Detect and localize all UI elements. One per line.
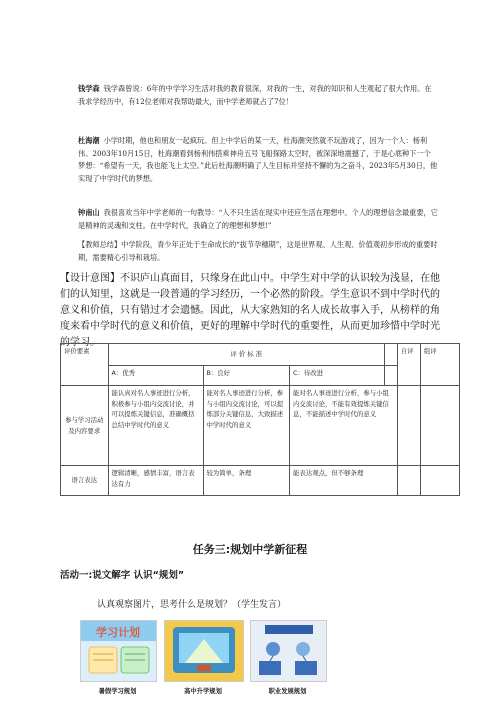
- row-element: 参与学习活动及内容要求: [61, 386, 109, 466]
- row-element: 语言表达: [61, 466, 109, 496]
- header-group: 组评: [420, 344, 459, 386]
- table-row: [61, 466, 460, 496]
- row-b: 较为简单，条理: [203, 466, 290, 496]
- evaluation-rubric-table: [60, 343, 460, 496]
- quote-name: 钟南山: [78, 208, 100, 217]
- quote-text: 小学时期，他也和朋友一起疯玩。但上中学后的某一天，杜海潮突然就不玩游戏了，因为一个人：杨利伟。2003年10月15日，杜海潮看到杨利伟搭乘神舟五号飞船探路太空时，被深深地震撼了，于是心底种下一个梦想：“希望有一天，我也能飞上太空。”此后杜海潮明确了人生目标并坚持不懈的为之奋斗，2023年5月30日，他实现了中学时代的梦想。: [78, 136, 438, 183]
- level-b: B：良好: [203, 366, 290, 386]
- image-caption: 高中升学规划: [184, 688, 222, 695]
- header-element: 评价要素: [61, 344, 109, 386]
- study-plan-poster-icon: [80, 620, 157, 682]
- svg-text:学习计划: 学习计划: [96, 626, 140, 639]
- row-c: 能对名人事迹进行分析，参与小组内交流讨论，不能有效提炼关键信息，不能描述中学时代的意义: [290, 386, 398, 466]
- design-intent: 【设计意图】不识庐山真面目，只缘身在此山中。中学生对中学的认识较为浅显，在他们的认知里，这就是一段普通的学习经历，一个必然的阶段。学生意识不到中学时代的意义和价值，只有错过才会遗憾。因此，从大家熟知的名人成长故事入手，从榜样的角度来看中学时代的意义和价值，更好的理解中学时代的重要性，从而更加珍惜中学时光的学习。: [60, 273, 440, 348]
- row-c: 能表达观点，但不够条理: [290, 466, 398, 496]
- level-a: A：优秀: [108, 366, 203, 386]
- row-b: 能对名人事迹进行分析，参与小组内交流讨论，可以提炼部分关键信息，大致描述中学时代的意义: [203, 386, 290, 466]
- image-caption: 暑假学习规划: [98, 688, 137, 695]
- table-row: [61, 386, 460, 466]
- quote-name: 钱学森: [78, 84, 100, 93]
- highschool-plan-poster-icon: [164, 620, 244, 682]
- image-caption: 职业发展规划: [268, 688, 307, 695]
- quote-zhong-nanshan: [78, 207, 438, 232]
- header-self: 自评: [397, 344, 420, 386]
- quote-qian-xuesen: [78, 83, 438, 108]
- quote-text: 我很喜欢当年中学老师的一句教导：“人不只生活在现实中还应生活在理想中。个人的理想信念最重要，它是精神的灵魂和支柱。在中学时代，我确立了的理想和梦想!”: [78, 208, 438, 230]
- career-plan-diagram-icon: [250, 620, 327, 682]
- row-a: 能认真对名人事迹进行分析，积极参与小组内交流讨论，并可以提炼关键信息，准确概括总结中学时代的意义: [108, 386, 203, 466]
- row-a: 逻辑清晰，感情丰富，语言表达有力: [108, 466, 203, 496]
- quote-text: 钱学森曾说：6年的中学学习生活对我的教育很深，对我的一生，对我的知识和人生观起了很大作用。在我求学经历中，有12位老师对我帮助最大，而中学老师就占了7位！: [78, 84, 432, 106]
- header-standard: 评 价 标 准: [108, 344, 385, 366]
- quote-name: 杜海潮: [78, 136, 100, 145]
- instruction-text: 认真观察图片，思考什么是规划？（学生发言）: [97, 600, 287, 610]
- quote-du-haichao: [78, 135, 438, 185]
- activity-title: 活动一:说文解字 认识“规划”: [60, 570, 185, 581]
- level-c: C：待改进: [290, 366, 385, 386]
- task-title: 任务三:规划中学新征程: [192, 543, 308, 556]
- teacher-summary: 【教师总结】中学阶段，青少年正处于生命成长的“拔节孕穗期”，这是世界观、人生观、价值观初步形成的重要时期，需要精心引导和栽培。: [78, 240, 438, 262]
